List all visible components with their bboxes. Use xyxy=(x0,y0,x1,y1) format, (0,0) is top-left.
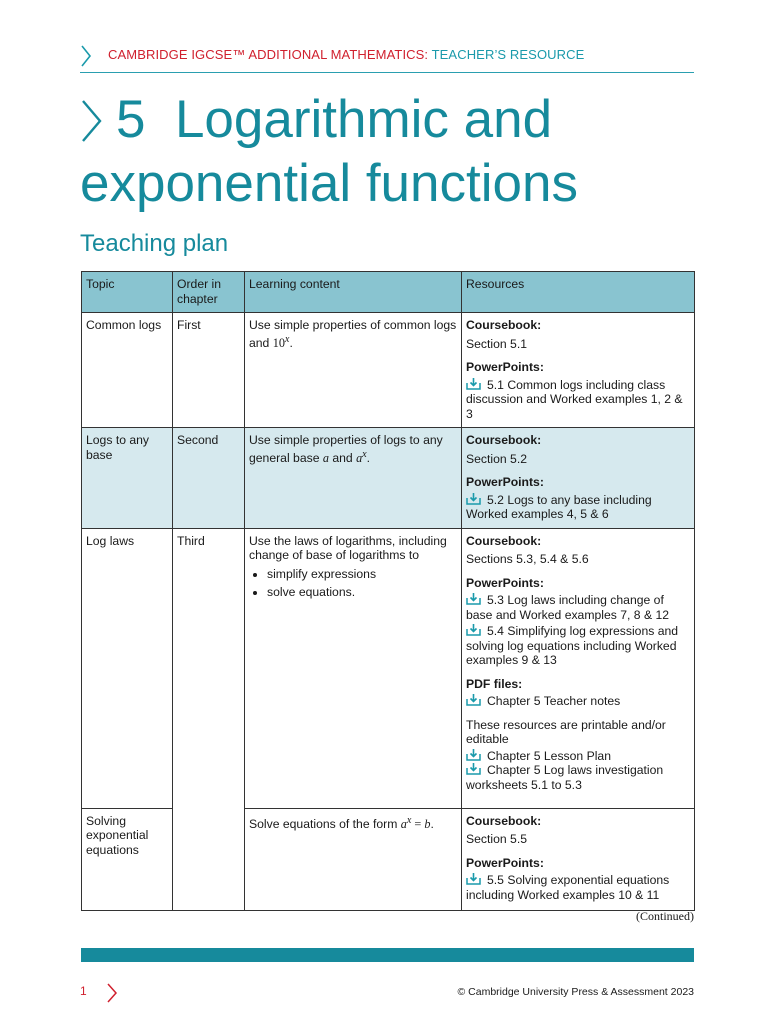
resource-link-label: 5.4 Simplifying log expressions and solving log equations including Worked examples 9 & 13 xyxy=(466,624,679,667)
powerpoints-label: PowerPoints: xyxy=(466,360,544,374)
list-item: • solve equations. xyxy=(267,585,457,600)
powerpoints-label: PowerPoints: xyxy=(466,475,544,489)
content-text: Use simple properties of logs to any general base xyxy=(249,433,443,465)
content-text: Solve equations of the form xyxy=(249,816,401,831)
download-icon xyxy=(466,694,481,706)
resource-link[interactable] xyxy=(466,763,690,792)
column-header-order: Order in chapter xyxy=(173,272,245,313)
resource-link[interactable] xyxy=(466,694,690,709)
download-icon xyxy=(466,593,481,605)
order-cell: Second xyxy=(173,428,245,529)
math-base: a xyxy=(356,450,363,465)
column-header-resources: Resources xyxy=(462,272,695,313)
resource-link-label: Chapter 5 Log laws investigation worksheets 5.1 to 5.3 xyxy=(466,763,664,792)
resource-link[interactable] xyxy=(466,749,690,764)
math-variable: b xyxy=(424,816,431,831)
powerpoints-label: PowerPoints: xyxy=(466,575,544,590)
content-text: = xyxy=(411,816,425,831)
download-icon xyxy=(466,749,481,761)
chapter-number: 5 xyxy=(116,90,146,149)
powerpoints-label: PowerPoints: xyxy=(466,855,544,870)
coursebook-section: Sections 5.3, 5.4 & 5.6 xyxy=(466,552,589,566)
content-text: . xyxy=(366,450,371,465)
math-exponent: x xyxy=(406,814,412,826)
math-exponent: x xyxy=(362,448,367,460)
content-text: . xyxy=(289,335,293,350)
running-header xyxy=(80,44,694,73)
resource-link[interactable] xyxy=(466,624,690,668)
resource-link-label: 5.2 Logs to any base including Worked examples 4, 5 & 6 xyxy=(466,492,652,521)
resources-cell xyxy=(462,313,695,428)
table-row xyxy=(82,528,695,808)
chapter-title xyxy=(80,88,720,216)
download-icon xyxy=(466,378,481,390)
math-exponent: x xyxy=(284,333,290,345)
math-base: a xyxy=(322,450,329,465)
teaching-plan-table xyxy=(81,271,695,911)
order-cell: Third xyxy=(173,528,245,910)
footer-bar xyxy=(81,948,694,962)
header-suffix: TEACHER’S RESOURCE xyxy=(431,47,585,62)
header-text xyxy=(108,47,584,62)
table-row xyxy=(82,428,695,529)
printable-note: These resources are printable and/or editable xyxy=(466,717,666,746)
column-header-content: Learning content xyxy=(245,272,462,313)
content-text: Use the laws of logarithms, including change of base of logarithms to xyxy=(249,533,447,562)
coursebook-label: Coursebook: xyxy=(466,318,542,332)
column-header-topic: Topic xyxy=(82,272,173,313)
header-prefix: CAMBRIDGE IGCSE™ ADDITIONAL MATHEMATICS: xyxy=(108,47,429,62)
coursebook-label: Coursebook: xyxy=(466,533,542,548)
coursebook-label: Coursebook: xyxy=(466,433,542,447)
continued-note: (Continued) xyxy=(636,909,694,923)
resource-link-label: 5.5 Solving exponential equations including Worked examples 10 & 11 xyxy=(466,873,670,902)
topic-cell: Log laws xyxy=(82,528,173,808)
coursebook-section: Section 5.1 xyxy=(466,336,527,351)
content-cell xyxy=(245,313,462,428)
resources-cell xyxy=(462,808,695,910)
topic-cell: Logs to any base xyxy=(82,428,173,529)
coursebook-section: Section 5.2 xyxy=(466,451,527,466)
chevron-right-icon xyxy=(80,98,104,144)
content-text: Use simple properties of common logs and xyxy=(249,318,457,350)
resource-link-label: Chapter 5 Teacher notes xyxy=(487,694,621,708)
resource-link[interactable] xyxy=(466,873,690,902)
pdf-files-label: PDF files: xyxy=(466,676,523,691)
table-header-row xyxy=(82,272,695,313)
order-cell: First xyxy=(173,313,245,428)
chapter-title-line2: exponential functions xyxy=(80,154,578,213)
resources-cell xyxy=(462,528,695,808)
resource-link[interactable] xyxy=(466,593,690,622)
bullet-list xyxy=(249,567,457,600)
resource-link[interactable] xyxy=(466,493,690,522)
chapter-title-line1: Logarithmic and xyxy=(174,90,553,149)
coursebook-section: Section 5.5 xyxy=(466,832,527,846)
resource-link-label: 5.3 Log laws including change of base and Worked examples 7, 8 & 12 xyxy=(466,593,670,622)
topic-cell: Common logs xyxy=(82,313,173,428)
resources-cell xyxy=(462,428,695,529)
chevron-right-icon xyxy=(106,982,118,1004)
content-cell xyxy=(245,428,462,529)
page-number: 1 xyxy=(80,984,87,998)
download-icon xyxy=(466,624,481,636)
resource-link[interactable] xyxy=(466,378,690,422)
download-icon xyxy=(466,763,481,775)
download-icon xyxy=(466,873,481,885)
coursebook-label: Coursebook: xyxy=(466,813,542,828)
download-icon xyxy=(466,493,481,505)
resource-link-label: Chapter 5 Lesson Plan xyxy=(487,748,611,763)
table-row xyxy=(82,313,695,428)
section-title: Teaching plan xyxy=(80,230,229,257)
list-item: • simplify expressions xyxy=(267,567,457,582)
copyright: © Cambridge University Press & Assessment 2023 xyxy=(457,986,694,998)
content-text: . xyxy=(430,816,434,831)
math-base: a xyxy=(400,816,407,831)
content-cell xyxy=(245,528,462,808)
chevron-right-icon xyxy=(80,44,92,68)
content-text: and xyxy=(328,450,357,465)
content-cell xyxy=(245,808,462,910)
math-base: 10 xyxy=(272,335,285,350)
topic-cell: Solving exponential equations xyxy=(82,808,173,910)
resource-link-label: 5.1 Common logs including class discussion and Worked examples 1, 2 & 3 xyxy=(466,377,683,421)
